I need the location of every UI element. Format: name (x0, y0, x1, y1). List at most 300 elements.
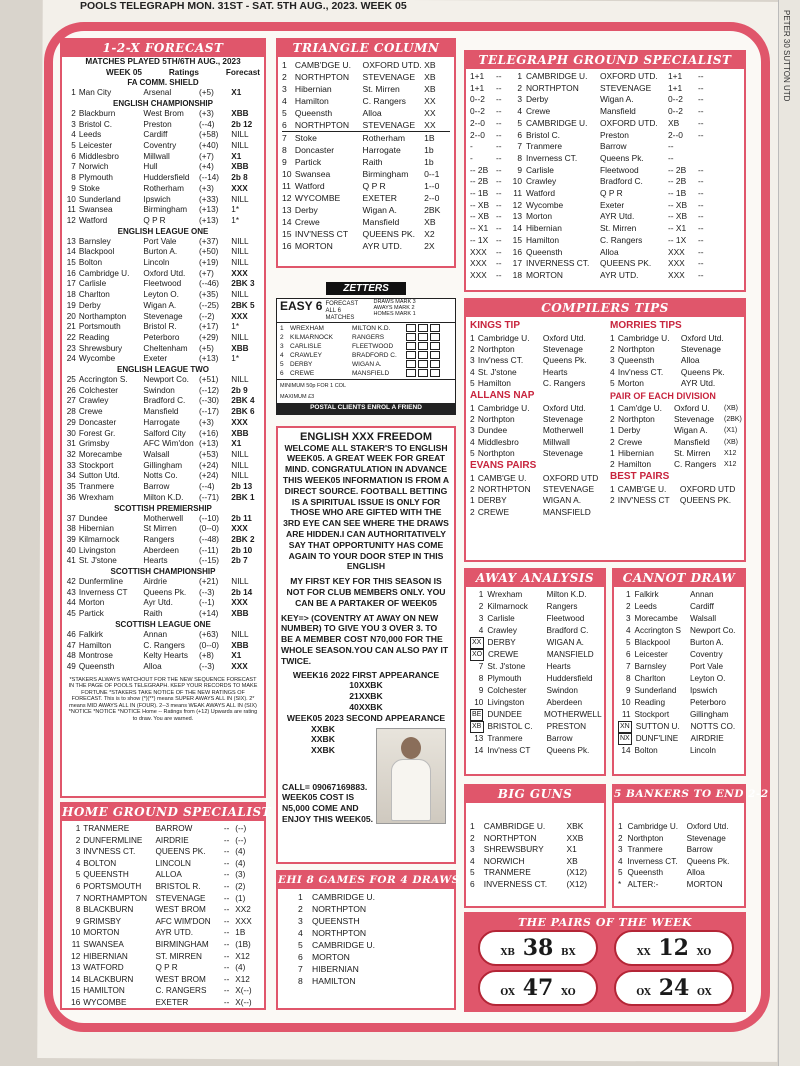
analysis-row (618, 589, 740, 601)
league-heading: SCOTTISH PREMIERSHIP (114, 503, 212, 513)
rating: (+33) (199, 194, 219, 204)
away-team: Peterboro (143, 332, 180, 342)
mark-box[interactable] (418, 333, 428, 341)
away-team: Raith (362, 157, 383, 167)
forecast-value: NILL (231, 247, 249, 257)
home-team: Colchester (487, 686, 527, 695)
away-team: Hearts (542, 366, 568, 377)
away-team: Barrow (143, 482, 170, 492)
telegraph-panel (464, 50, 746, 292)
triangle-row (282, 156, 450, 168)
away-team: St. Mirren (600, 223, 637, 234)
tip-value: XXB (566, 832, 584, 843)
away-team: Swindon (546, 686, 578, 695)
home-team: Swansea (294, 169, 331, 179)
minimum-stake: MINIMUM 50p FOR 1 COL (280, 383, 347, 389)
forecast-row (66, 301, 260, 312)
home-ground-row (66, 858, 260, 870)
away-team: Lincoln (143, 258, 170, 268)
row-number: 10 (512, 176, 522, 187)
tip-value: (1) (235, 893, 246, 903)
away-team: Millwall (542, 436, 570, 447)
away-team: Stevenage (686, 833, 726, 843)
rating: (+58) (199, 130, 219, 140)
row-number: 8 (298, 976, 303, 986)
away-team: Leyton O. (143, 290, 179, 300)
away-list (466, 587, 604, 759)
right-tip: -- 1B (668, 188, 687, 199)
tip-row (470, 495, 604, 506)
home-team: CARLISLE (290, 343, 322, 350)
dash: -- (698, 246, 704, 257)
evans-list (470, 473, 604, 518)
home-ground-row (66, 869, 260, 881)
home-ground-row (66, 916, 260, 928)
forecast-row (66, 333, 260, 344)
pair-number: 12 (650, 935, 697, 961)
analysis-row (470, 601, 600, 613)
home-team: Cambridge U. (627, 822, 679, 831)
home-team: Portsmouth (78, 322, 121, 332)
mark-box[interactable] (406, 342, 416, 350)
away-team: C. Rangers (674, 459, 717, 470)
kings-heading: KINGS TIP (470, 320, 521, 331)
dash: -- (496, 258, 502, 269)
xxx-code: 40XXBK (349, 701, 383, 712)
row-number: * (618, 879, 622, 889)
row-number: 6 (298, 952, 303, 962)
right-tip: -- 2B (668, 164, 687, 175)
dash: -- (496, 71, 502, 81)
dash: -- (496, 106, 502, 117)
dash: -- (223, 916, 230, 926)
home-team: Cam'dge U. (618, 403, 662, 414)
right-tip: -- (668, 141, 674, 152)
rating: (+17) (199, 322, 219, 332)
home-ground-row (66, 893, 260, 905)
match-number: 49 (66, 661, 76, 671)
row-number: 4 (298, 928, 303, 938)
away-team: AYR UTD. (155, 928, 194, 938)
match-number: 20 (66, 311, 76, 321)
pair-prefix: OX (636, 988, 652, 998)
row-number: 2 (470, 414, 475, 425)
team-name: MORTON (312, 952, 350, 962)
row-number: 1 (470, 403, 475, 414)
compilers-title: COMPILERS TIPS (466, 300, 744, 317)
forecast-row (66, 588, 260, 599)
row-number: 5 (470, 377, 475, 388)
away-team: Queens Pk. (546, 746, 590, 755)
away-team: C. Rangers (600, 234, 643, 245)
dash: -- (496, 211, 502, 222)
forecast-row (66, 439, 260, 450)
forecast-value: X1 (231, 151, 242, 161)
rating: (--11) (199, 545, 219, 555)
away-team: MILTON K.D. (352, 325, 391, 332)
mark-box[interactable] (406, 351, 416, 359)
row-number: 1 (282, 60, 287, 70)
dash: -- (223, 951, 230, 961)
match-number: 31 (66, 439, 76, 449)
away-team: Huddersfield (546, 674, 593, 683)
tip-value: 1b (424, 145, 434, 155)
analysis-row (618, 697, 740, 709)
forecast-value: NILL (231, 460, 249, 470)
xxx-code: 21XXBK (349, 691, 383, 702)
forecast-value: 2b 12 (231, 119, 253, 129)
dash: -- (698, 176, 704, 187)
triangle-row (282, 119, 450, 132)
ehi-row (298, 903, 450, 915)
away-team: Cardiff (143, 130, 168, 140)
row-number: 13 (474, 734, 484, 743)
away-team: St Mirren (143, 524, 177, 534)
home-ground-row (66, 835, 260, 847)
tip-row (610, 448, 742, 459)
dash: -- (496, 176, 502, 187)
row-number: 4 (470, 366, 475, 377)
dash: -- (223, 997, 230, 1007)
rating: (+21) (199, 577, 219, 587)
away-team: Barrow (686, 845, 713, 855)
away-team: Preston (143, 119, 172, 129)
home-team: Plymouth (487, 674, 522, 683)
away-team: Exeter (600, 199, 625, 210)
rating: (+3) (199, 183, 214, 193)
rating: (0--0) (199, 524, 220, 534)
tip-value: (XB) (724, 405, 738, 413)
forecast-row (66, 279, 260, 290)
dash: -- (496, 164, 502, 175)
mark-box[interactable] (430, 369, 440, 377)
home-team: Northampton (78, 311, 127, 321)
forecast-value: NILL (231, 332, 249, 342)
tip-value: XB (566, 855, 578, 866)
tip-value: X1 (566, 844, 577, 855)
forecast-value: XXX (231, 268, 248, 278)
zetters-logo: ZETTERS (326, 282, 406, 295)
mark-box[interactable] (430, 360, 440, 368)
boxed-code: BE (470, 709, 483, 721)
away-team: Oxford Utd. (542, 333, 586, 343)
away-team: Oxford Utd. (680, 333, 724, 343)
home-team: Plymouth (78, 173, 113, 183)
rating: (--48) (199, 534, 220, 544)
away-team: Walsall (143, 449, 170, 459)
xxx-freedom-panel (276, 426, 456, 864)
home-team: Morton (617, 377, 644, 388)
rating: (+13) (199, 205, 219, 215)
tip-value: (XB) (724, 438, 738, 446)
home-team: CAMB'DGE U. (294, 60, 351, 70)
left-tip: -- 2B (470, 176, 489, 187)
big-guns-title: BIG GUNS (466, 786, 604, 803)
home-team: Stockport (634, 710, 670, 719)
easy6-row (280, 324, 452, 333)
forecast-value: XBB (231, 162, 249, 172)
mark-box[interactable] (406, 369, 416, 377)
home-team: Hamilton (294, 96, 329, 106)
maximum-stake: MAXIMUM £3 (280, 393, 315, 400)
home-team: Shrewsbury (78, 343, 123, 353)
dash: -- (223, 847, 230, 857)
match-number: 43 (66, 587, 76, 597)
tip-row (470, 367, 604, 378)
forecast-row (66, 269, 260, 280)
row-number: 5 (517, 117, 522, 128)
away-team: Mansfield (143, 407, 179, 417)
tip-value: X(--) (235, 986, 252, 996)
mark-box[interactable] (430, 342, 440, 350)
analysis-row (618, 649, 740, 661)
row-number: 1 (625, 590, 631, 599)
analysis-row (470, 673, 600, 685)
home-team: Hibernian (526, 223, 562, 234)
rating: (--30) (199, 396, 220, 406)
row-number: 5 (470, 867, 475, 878)
home-team: Partick (294, 157, 322, 167)
home-team: Stockport (78, 460, 114, 470)
mark-box[interactable] (406, 333, 416, 341)
mark-box[interactable] (418, 360, 428, 368)
forecast-value: XXX (231, 311, 248, 321)
tip-value: XX (424, 96, 436, 106)
row-number: 7 (298, 964, 303, 974)
ratings-header: Ratings (168, 67, 199, 77)
dash: -- (496, 234, 502, 245)
right-tip: 1+1 (668, 82, 683, 93)
home-team: Kilmarnock (487, 602, 528, 611)
row-number: 1 (517, 71, 522, 81)
forecast-value: X1 (231, 88, 242, 98)
home-team: Stoke (294, 133, 317, 143)
rating: (0--0) (199, 640, 220, 650)
row-number: 5 (470, 447, 475, 458)
telegraph-row (470, 94, 740, 106)
tip-value: XXX (235, 916, 252, 926)
forecast-value: 2BK 5 (231, 300, 255, 310)
forecast-value: XXX (231, 524, 248, 534)
home-team: Montrose (78, 651, 113, 661)
pair-oval (614, 930, 734, 966)
rating: (+8) (199, 651, 214, 661)
away-team: STEVENAGE (542, 484, 595, 495)
dash: -- (698, 164, 704, 175)
dash: -- (698, 71, 704, 81)
forecast-value: NILL (231, 471, 249, 481)
dash: -- (496, 246, 502, 257)
dash: -- (496, 199, 502, 210)
forecast-row (66, 461, 260, 472)
home-team: Tranmere (627, 845, 663, 855)
tip-value: (X12) (566, 878, 587, 889)
home-team: Hamilton (477, 377, 511, 388)
ehi-row (298, 915, 450, 927)
forecast-value: 1* (231, 322, 240, 332)
row-number: 1 (610, 447, 615, 458)
tip-value: XB (424, 217, 436, 227)
row-number: 5 (298, 940, 303, 950)
forecast-row (66, 471, 260, 482)
telegraph-row (470, 153, 740, 165)
dash: -- (223, 986, 230, 996)
home-team: Blackpool (78, 247, 115, 257)
forecast-row (66, 630, 260, 641)
away-team: OXFORD UTD. (362, 60, 422, 70)
home-team: Carlisle (487, 614, 515, 623)
left-tip: -- 1X (470, 234, 489, 245)
easy6-row (280, 333, 452, 342)
big-guns-row (470, 833, 600, 845)
forecast-row (66, 641, 260, 652)
tip-row (470, 403, 604, 414)
home-team: QUEENSTH (83, 870, 129, 880)
right-tip: XXX (668, 269, 685, 280)
home-team: BLACKBURN (83, 974, 134, 984)
mark-box[interactable] (418, 351, 428, 359)
pair-prefix: XB (500, 948, 516, 958)
big-guns-row (470, 867, 600, 879)
rating: (+51) (199, 375, 219, 385)
forecast-row (66, 184, 260, 195)
easy6-row (280, 360, 452, 369)
home-team: Accrington S. (78, 375, 128, 385)
away-team: Q P R (143, 215, 166, 225)
mark-box[interactable] (418, 369, 428, 377)
mark-box[interactable] (406, 360, 416, 368)
away-team: Peterboro (689, 698, 726, 707)
mark-legend-item: DRAWS MARK 3 (373, 299, 416, 305)
forecast-value: XXX (231, 661, 248, 671)
away-team: Barrow (600, 141, 627, 152)
mark-box[interactable] (418, 324, 428, 332)
away-team: Huddersfield (143, 173, 190, 183)
xxx-call: CALL= 09067169883. (282, 781, 368, 792)
away-team: WEST BROM (155, 905, 206, 915)
right-tip: 1+1 (668, 71, 683, 81)
away-team: AYR UTD. (600, 269, 639, 280)
telegraph-row (470, 141, 740, 153)
away-team: Annan (689, 590, 714, 599)
bankers-list (614, 803, 744, 893)
row-number: 1 (610, 403, 615, 414)
away-team: Wigan A. (674, 425, 708, 436)
home-team: Watford (78, 215, 108, 225)
row-number: 7 (282, 133, 287, 143)
home-ground-row (66, 904, 260, 916)
rating: (--12) (199, 385, 220, 395)
row-number: 9 (478, 686, 484, 695)
tip-value: 1--0 (424, 181, 440, 191)
home-team: Colchester (78, 385, 118, 395)
away-team: Wigan A. (362, 205, 397, 215)
left-tip: -- X1 (470, 223, 489, 234)
away-team: Preston (600, 129, 629, 140)
home-team: WATFORD (83, 963, 124, 973)
forecast-value: 2BK 3 (231, 279, 255, 289)
analysis-row (470, 745, 600, 757)
away-team: AFC WIM'DON (155, 916, 211, 926)
home-team: Stoke (78, 183, 100, 193)
home-team: Wycombe (78, 354, 116, 364)
tip-row (610, 344, 742, 355)
home-team: Cambridge U. (78, 268, 130, 278)
away-team: Motherwell (542, 425, 584, 436)
away-team: C. Rangers (542, 377, 586, 388)
home-team: Crewe (78, 407, 103, 417)
tip-value: (2) (235, 881, 246, 891)
rating: (+19) (199, 258, 219, 268)
left-tip: XXX (470, 269, 487, 280)
away-team: Newport Co. (143, 375, 189, 385)
row-number: 2 (610, 436, 615, 447)
rating: (+7) (199, 151, 214, 161)
triangle-list (278, 57, 454, 254)
away-team: QUEENS PK. (679, 495, 732, 506)
away-team: MOTHERWELL (544, 710, 602, 719)
forecast-row (66, 162, 260, 173)
home-team: NORTHAMPTON (83, 893, 148, 903)
dash: -- (223, 974, 230, 984)
tip-row (610, 437, 742, 448)
away-team: Raith (143, 609, 163, 619)
boxed-code: XB (470, 721, 484, 733)
home-team: Hamilton (78, 640, 112, 650)
analysis-row (470, 649, 600, 661)
home-team: Morecambe (634, 614, 678, 623)
rating: (+5) (199, 343, 214, 353)
row-number: 5 (75, 870, 81, 880)
forecast-row (66, 109, 260, 120)
rating: (--4) (199, 119, 215, 129)
banker-row (618, 867, 740, 879)
tip-value: (4) (235, 963, 246, 973)
home-team: Blackburn (78, 108, 116, 118)
home-team: Queensth (627, 868, 664, 878)
home-team: Morton (526, 211, 553, 222)
league-heading: SCOTTISH LEAGUE ONE (115, 619, 211, 629)
row-number: 3 (625, 614, 631, 623)
match-number: 33 (66, 460, 76, 470)
mark-box[interactable] (430, 333, 440, 341)
mark-box[interactable] (430, 351, 440, 359)
ehi-title: EHI 8 GAMES FOR 4 DRAWS (278, 872, 454, 889)
mark-box[interactable] (406, 324, 416, 332)
boxed-code: XN (618, 721, 632, 733)
home-team: Northpton (627, 833, 664, 843)
home-team: Tranmere (487, 734, 523, 743)
dash: -- (496, 129, 502, 140)
row-number: 4 (618, 856, 623, 866)
masthead-text: POOLS TELEGRAPH MON. 31ST - SAT. 5TH AUG., 2023. WEEK 05 (80, 0, 407, 12)
forecast-row (66, 651, 260, 662)
home-team: Falkirk (634, 590, 659, 599)
row-number: 1 (470, 821, 475, 831)
home-team: CAMBRIDGE U. (526, 71, 588, 81)
row-number: 10 (474, 698, 484, 707)
home-team: TRANMERE (83, 824, 130, 833)
row-number: 1 (470, 473, 475, 484)
match-number: 41 (66, 556, 76, 566)
home-team: Inv'ness CT (487, 746, 531, 755)
mark-box[interactable] (430, 324, 440, 332)
match-number: 14 (66, 247, 76, 257)
away-team: QUEENS PK. (600, 258, 652, 269)
mark-box[interactable] (418, 342, 428, 350)
compilers-right (608, 317, 744, 520)
row-number: 8 (517, 152, 522, 163)
